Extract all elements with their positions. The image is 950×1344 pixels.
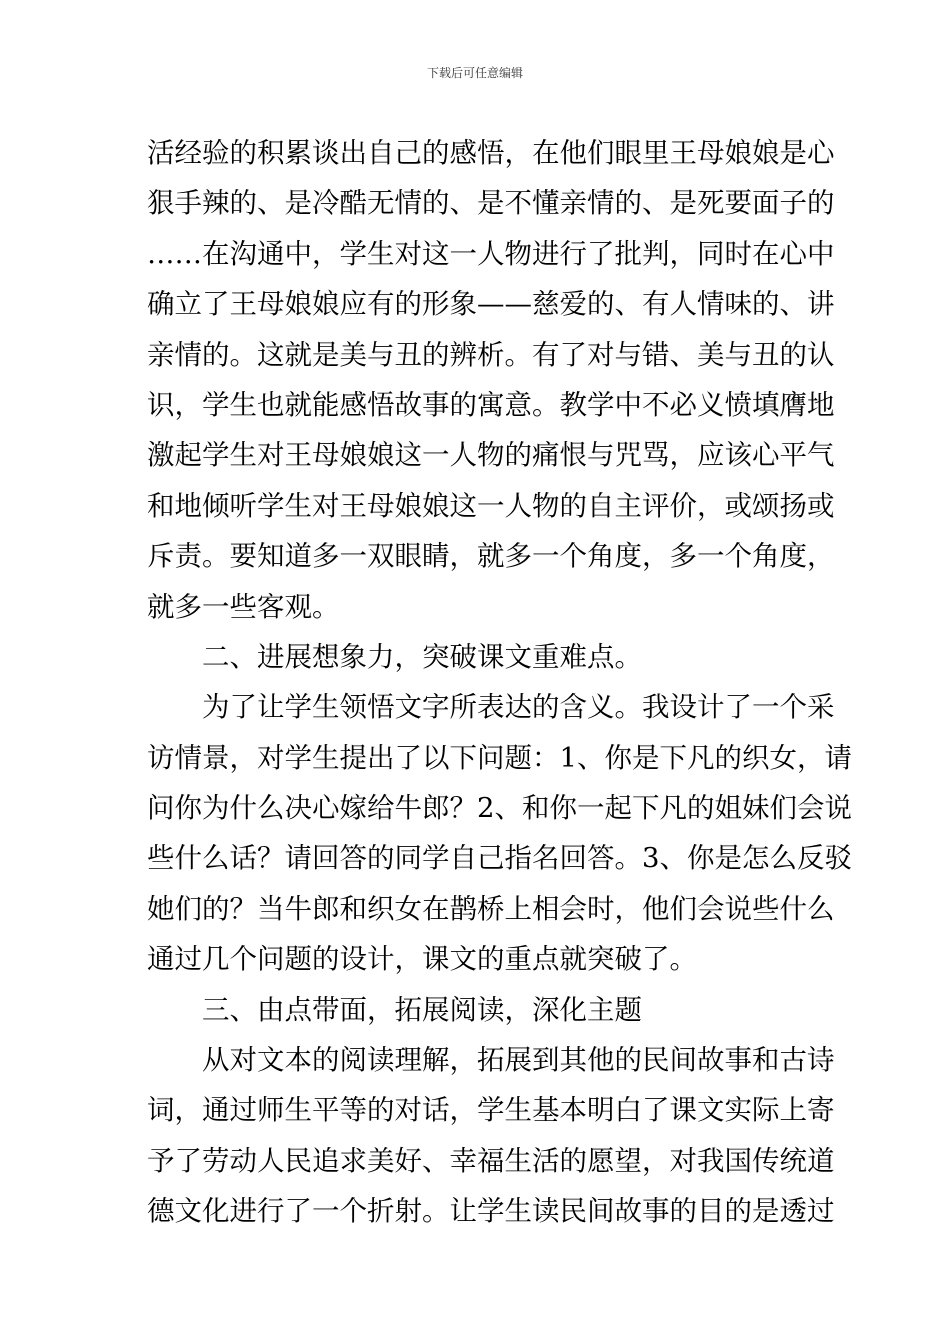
text-line: 从对文本的阅读理解，拓展到其他的民间故事和古诗 [202, 1044, 835, 1077]
page-header-note: 下载后可任意编辑 [426, 66, 523, 80]
text-line: 识，学生也就能感悟故事的寓意。教学中不必义愤填膺地 [147, 388, 835, 421]
text-line: 访情景，对学生提出了以下问题：1、你是下凡的织女，请 [147, 741, 852, 774]
text-line: 她们的？当牛郎和织女在鹊桥上相会时，他们会说些什么 [147, 892, 835, 925]
document-body [147, 128, 852, 1237]
text-line: 就多一些客观。 [147, 590, 340, 623]
text-line: 德文化进行了一个折射。让学生读民间故事的目的是透过 [147, 1195, 835, 1228]
section-heading: 二、进展想象力，突破课文重难点。 [202, 640, 642, 673]
text-line: 确立了王母娘娘应有的形象——慈爱的、有人情味的、讲 [147, 288, 835, 321]
text-line: 问你为什么决心嫁给牛郎？2、和你一起下凡的姐妹们会说 [147, 792, 852, 825]
text-line: 活经验的积累谈出自己的感悟，在他们眼里王母娘娘是心 [147, 137, 835, 169]
text-line: 予了劳动人民追求美好、幸福生活的愿望，对我国传统道 [147, 1144, 835, 1177]
text-line: 和地倾听学生对王母娘娘这一人物的自主评价，或颂扬或 [147, 489, 835, 522]
text-line: 狠手辣的、是冷酷无情的、是不懂亲情的、是死要面子的 [147, 187, 835, 220]
text-line: 斥责。要知道多一双眼睛，就多一个角度，多一个角度， [147, 540, 835, 573]
text-line: 为了让学生领悟文字所表达的含义。我设计了一个采 [202, 691, 835, 724]
section-heading: 三、由点带面，拓展阅读，深化主题 [202, 993, 642, 1026]
text-line: ……在沟通中，学生对这一人物进行了批判，同时在心中 [147, 237, 835, 270]
text-line: 激起学生对王母娘娘这一人物的痛恨与咒骂，应该心平气 [147, 439, 835, 472]
text-line: 词，通过师生平等的对话，学生基本明白了课文实际上寄 [147, 1094, 835, 1127]
text-line: 通过几个问题的设计，课文的重点就突破了。 [147, 943, 697, 976]
text-line: 些什么话？请回答的同学自己指名回答。3、你是怎么反驳 [147, 842, 852, 875]
text-line: 亲情的。这就是美与丑的辨析。有了对与错、美与丑的认 [147, 338, 835, 371]
